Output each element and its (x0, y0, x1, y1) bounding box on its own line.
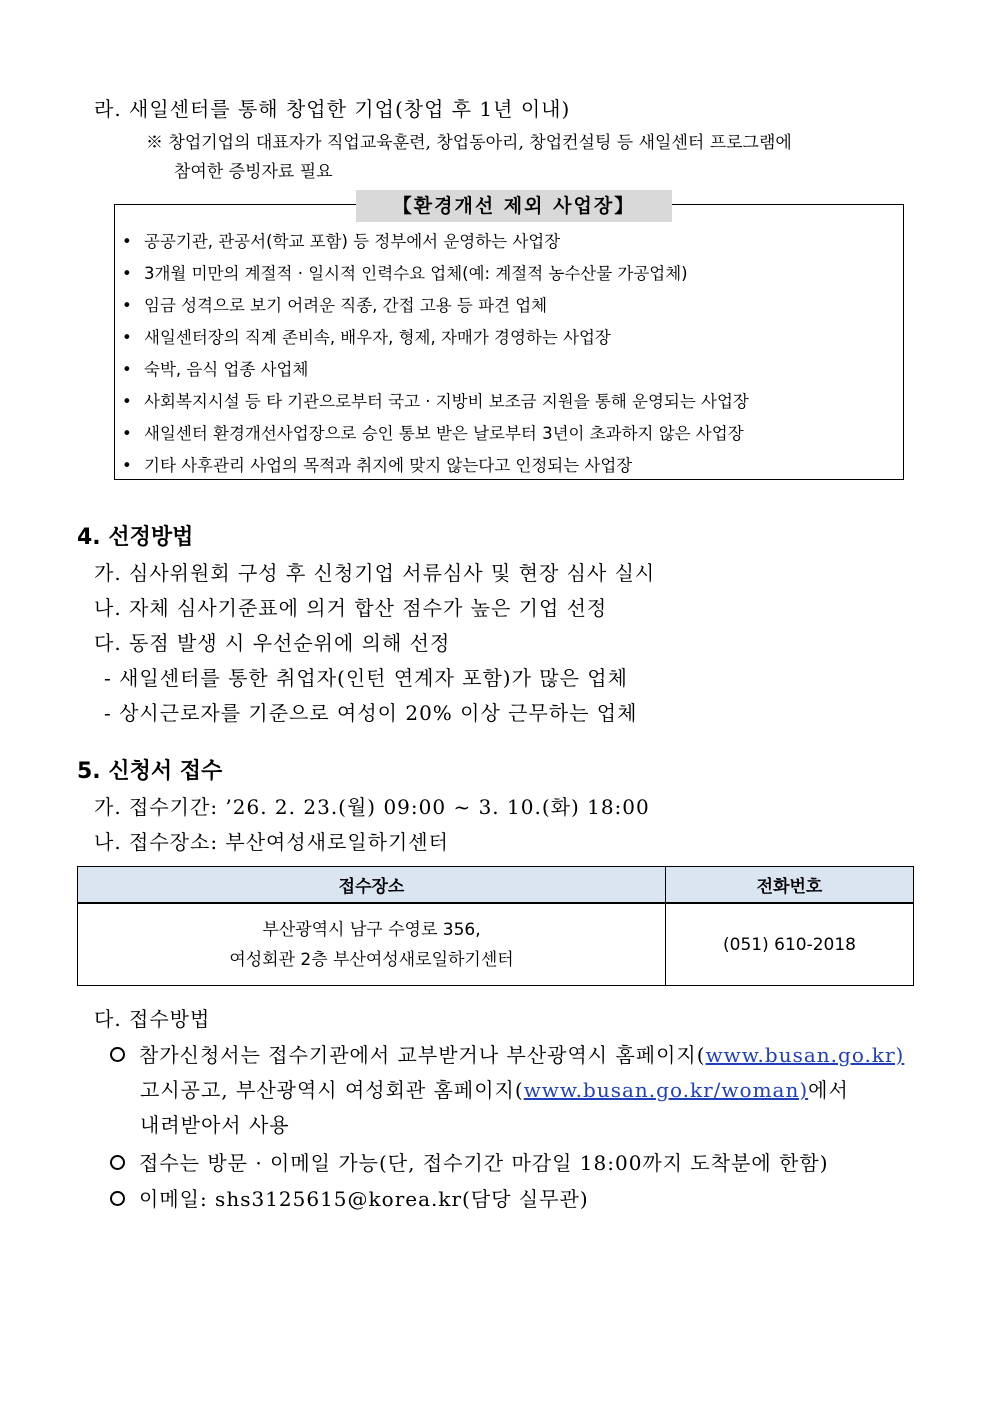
circle-bullet-icon (110, 1047, 125, 1062)
circle-bullet-icon (110, 1155, 125, 1170)
section-4-sub-1: - 새일센터를 통한 취업자(인턴 연계자 포함)가 많은 업체 (104, 666, 628, 690)
place-line-2: 여성회관 2층 부산여성새로일하기센터 (229, 949, 514, 970)
method-1-line-2: 고시공고, 부산광역시 여성회관 홈페이지(www.busan.go.kr/woman)에서 (140, 1078, 849, 1102)
exclusion-box-title: 【환경개선 제외 사업장】 (356, 190, 672, 222)
exclusion-item: • 사회복지시설 등 타 기관으로부터 국고 · 지방비 보조금 지원을 통해 운영되는 사업장 (122, 392, 749, 411)
method-3: 이메일: shs3125615@korea.kr(담당 실무관) (110, 1183, 589, 1212)
busan-homepage-link[interactable]: www.busan.go.kr) (705, 1043, 905, 1067)
circle-bullet-icon (110, 1191, 125, 1206)
section-4-heading: 4. 선정방법 (77, 525, 194, 550)
method-1-line-1: 참가신청서는 접수기관에서 교부받거나 부산광역시 홈페이지(www.busan.go.kr) (110, 1039, 904, 1068)
table-row (78, 903, 914, 986)
bullet-icon: • (122, 424, 132, 443)
section-5-item-na: 나. 접수장소: 부산여성새로일하기센터 (94, 830, 449, 854)
method-1-line-3: 내려받아서 사용 (140, 1113, 290, 1137)
table-header-row (78, 867, 914, 904)
exclusion-item: • 새일센터장의 직계 존비속, 배우자, 형제, 자매가 경영하는 사업장 (122, 328, 611, 347)
place-line-1: 부산광역시 남구 수영로 356, (262, 919, 481, 940)
section-5-item-ga: 가. 접수기간: ’26. 2. 23.(월) 09:00 ~ 3. 10.(화) 18:00 (94, 795, 650, 819)
section-5-heading: 5. 신청서 접수 (77, 759, 223, 784)
womens-center-homepage-link[interactable]: www.busan.go.kr/woman) (523, 1078, 809, 1102)
exclusion-item: • 기타 사후관리 사업의 목적과 취지에 맞지 않는다고 인정되는 사업장 (122, 456, 633, 475)
section-5-item-da: 다. 접수방법 (94, 1007, 211, 1031)
section-4-sub-2: - 상시근로자를 기준으로 여성이 20% 이상 근무하는 업체 (104, 701, 638, 725)
bullet-icon: • (122, 296, 132, 315)
col-header-phone: 전화번호 (666, 867, 914, 904)
cell-place (78, 903, 666, 986)
exclusion-item: • 임금 성격으로 보기 어려운 직종, 간접 고용 등 파견 업체 (122, 296, 548, 315)
reception-table (77, 866, 914, 986)
exclusion-item: • 3개월 미만의 계절적 · 일시적 인력수요 업체(예: 계절적 농수산물 가공업체) (122, 264, 688, 283)
note-line-2: 참여한 증빙자료 필요 (174, 162, 333, 182)
bullet-icon: • (122, 264, 132, 283)
bullet-icon: • (122, 360, 132, 379)
section-4-item-ga: 가. 심사위원회 구성 후 신청기업 서류심사 및 현장 심사 실시 (94, 561, 656, 585)
section-4-item-na: 나. 자체 심사기준표에 의거 합산 점수가 높은 기업 선정 (94, 596, 608, 620)
bullet-icon: • (122, 456, 132, 475)
cell-phone: (051) 610-2018 (666, 903, 914, 986)
method-2: 접수는 방문 · 이메일 가능(단, 접수기간 마감일 18:00까지 도착분에 한함) (110, 1147, 829, 1176)
bullet-icon: • (122, 328, 132, 347)
exclusion-item: • 숙박, 음식 업종 사업체 (122, 360, 309, 379)
section-4-item-da: 다. 동점 발생 시 우선순위에 의해 선정 (94, 631, 451, 655)
exclusion-item: • 새일센터 환경개선사업장으로 승인 통보 받은 날로부터 3년이 초과하지 않은 사업장 (122, 424, 744, 443)
col-header-place: 접수장소 (78, 867, 666, 904)
bullet-icon: • (122, 392, 132, 411)
note-line-1: ※ 창업기업의 대표자가 직업교육훈련, 창업동아리, 창업컨설팅 등 새일센터 프로그램에 (146, 133, 792, 153)
exclusion-item: • 공공기관, 관공서(학교 포함) 등 정부에서 운영하는 사업장 (122, 232, 561, 251)
item-ra: 라. 새일센터를 통해 창업한 기업(창업 후 1년 이내) (94, 97, 571, 121)
bullet-icon: • (122, 232, 132, 251)
